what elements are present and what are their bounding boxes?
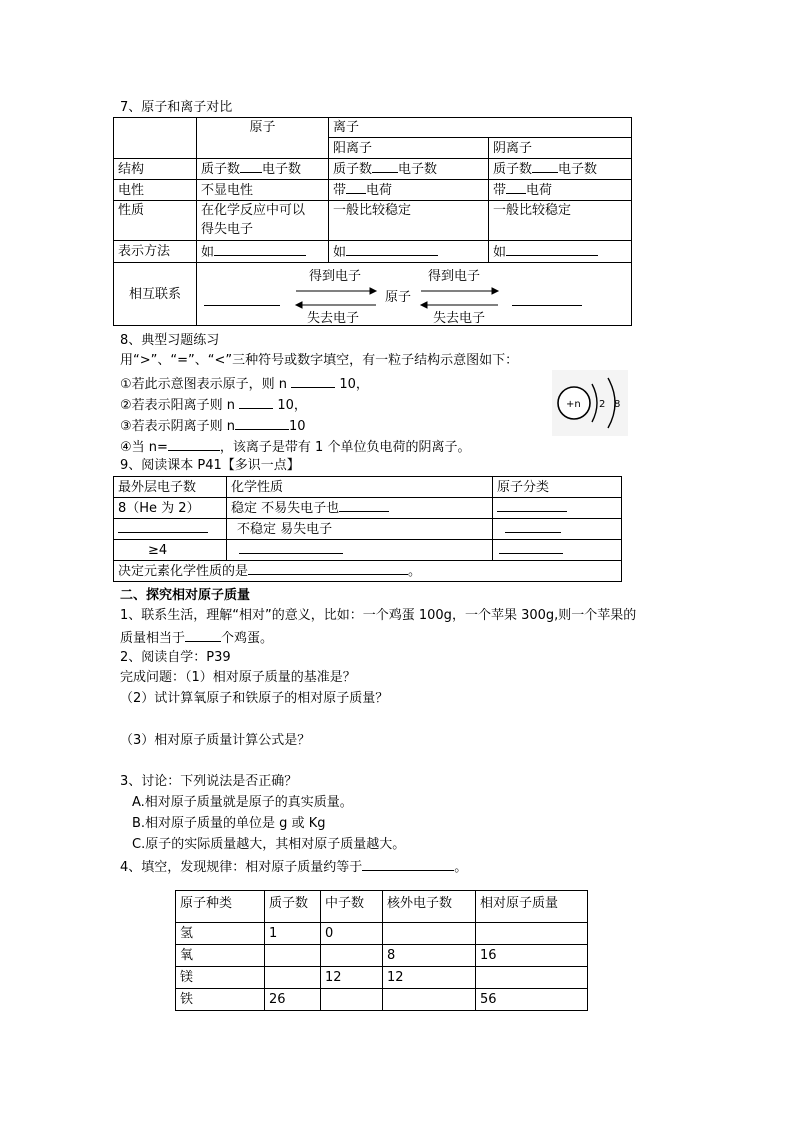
row3-property [227, 540, 493, 561]
table-cell: 1 [265, 923, 321, 945]
col-ion: 离子 [329, 118, 632, 138]
row3-outer-electrons: ≥4 [114, 540, 227, 561]
table-cell [476, 967, 588, 989]
section2-p2-q3: （3）相对原子质量计算公式是？ [120, 733, 311, 748]
section2-p4: 4、填空，发现规律：相对原子质量约等于 。 [120, 857, 467, 877]
row-label-charge: 电性 [114, 180, 197, 201]
section2-p2-q2: （2）试计算氧原子和铁原子的相对原子质量？ [120, 691, 389, 706]
nucleus-label: +n [566, 399, 581, 410]
blank[interactable] [185, 628, 221, 642]
lose-electron-label-2: 失去电子 [433, 311, 486, 326]
gain-electron-label-1: 得到电子 [309, 269, 362, 284]
q9-footer: 决定元素化学性质的是 。 [114, 561, 622, 582]
row-label-notation: 表示方法 [114, 241, 197, 263]
cation-charge: 带 电荷 [329, 180, 489, 201]
table-cell: 12 [383, 967, 476, 989]
blank[interactable] [499, 540, 563, 554]
header-atom-class: 原子分类 [493, 477, 622, 498]
section2-heading: 二、探究相对原子质量 [120, 588, 251, 603]
section2-p1-line1: 1、联系生活，理解“相对”的意义，比如：一个鸡蛋 100g，一个苹果 300g,则一个苹果的 [120, 608, 637, 623]
blank[interactable] [505, 519, 561, 533]
atom-notation: 如 [197, 241, 329, 263]
lose-electron-label-1: 失去电子 [307, 311, 360, 326]
blank[interactable] [339, 498, 389, 512]
table-cell [321, 989, 383, 1011]
anion-structure: 质子数 电子数 [489, 159, 632, 180]
blank[interactable] [118, 519, 208, 533]
header-atom-type: 原子种类 [176, 891, 265, 923]
col-atom: 原子 [197, 118, 329, 159]
header-neutrons: 中子数 [321, 891, 383, 923]
section2-p3-c: C.原子的实际质量越大，其相对原子质量越大。 [132, 837, 406, 852]
anion-notation: 如 [489, 241, 632, 263]
q8-item-3: ③若表示阴离子则 n 10 [120, 416, 306, 436]
q7-heading: 7、原子和离子对比 [120, 100, 233, 115]
table-cell: 8 [383, 945, 476, 967]
blank[interactable] [235, 416, 289, 430]
section2-p3-a: A.相对原子质量就是原子的真实质量。 [132, 795, 353, 810]
anion-property: 一般比较稳定 [489, 201, 632, 241]
row2-property: 不稳定 易失电子 [227, 519, 493, 540]
header-electrons: 核外电子数 [383, 891, 476, 923]
blank[interactable] [168, 437, 220, 451]
header-protons: 质子数 [265, 891, 321, 923]
table-cell [383, 923, 476, 945]
section2-p3-b: B.相对原子质量的单位是 g 或 Kg [132, 816, 326, 831]
blank[interactable] [362, 857, 454, 871]
table-cell [265, 945, 321, 967]
table-cell [265, 967, 321, 989]
table-cell: 镁 [176, 967, 265, 989]
table-cell: 氧 [176, 945, 265, 967]
header-outer-electrons: 最外层电子数 [114, 477, 227, 498]
section2-p3: 3、讨论：下列说法是否正确？ [120, 774, 298, 789]
col-cation: 阳离子 [329, 138, 489, 159]
cation-notation: 如 [329, 241, 489, 263]
shell-2-label: 8 [614, 399, 621, 410]
header-relative-mass: 相对原子质量 [476, 891, 588, 923]
header-chem-property: 化学性质 [227, 477, 493, 498]
row2-class [493, 519, 622, 540]
row3-class [493, 540, 622, 561]
gain-electron-label-2: 得到电子 [428, 269, 481, 284]
table-cell [476, 923, 588, 945]
row1-property: 稳定 不易失电子也 [227, 498, 493, 519]
row1-class [493, 498, 622, 519]
shell-1-label: 2 [599, 399, 606, 410]
table-cell: 0 [321, 923, 383, 945]
table-cell: 26 [265, 989, 321, 1011]
anion-charge: 带 电荷 [489, 180, 632, 201]
q8-heading: 8、典型习题练习 [120, 333, 220, 348]
atom-charge: 不显电性 [197, 180, 329, 201]
section2-p2: 2、阅读自学：P39 [120, 650, 231, 665]
row-label-relation: 相互联系 [114, 263, 197, 326]
q8-item-2: ②若表示阳离子则 n 10， [120, 395, 307, 415]
blank[interactable] [239, 395, 273, 409]
q8-item-4: ④当 n= ，该离子是带有 1 个单位负电荷的阴离子。 [120, 437, 470, 457]
atom-structure: 质子数 电子数 [197, 159, 329, 180]
section2-p1-line2: 质量相当于 个鸡蛋。 [120, 628, 273, 648]
row-label-structure: 结构 [114, 159, 197, 180]
center-atom-label: 原子 [385, 290, 412, 305]
q8-item-1: ①若此示意图表示原子，则 n 10， [120, 374, 369, 394]
blank[interactable] [291, 374, 335, 388]
table-cell: 16 [476, 945, 588, 967]
particle-structure-diagram [552, 370, 628, 436]
blank[interactable] [248, 561, 408, 575]
row-label-property: 性质 [114, 201, 197, 241]
row1-outer-electrons: 8（He 为 2） [114, 498, 227, 519]
section2-p2-q1: 完成问题：（1）相对原子质量的基准是？ [120, 670, 356, 685]
relative-mass-table [175, 890, 588, 1011]
table-cell [321, 945, 383, 967]
cation-property: 一般比较稳定 [329, 201, 489, 241]
row2-outer-electrons [114, 519, 227, 540]
atom-property: 在化学反应中可以 得失电子 [197, 201, 329, 241]
q9-heading: 9、阅读课本 P41【多识一点】 [120, 458, 300, 473]
cation-structure: 质子数 电子数 [329, 159, 489, 180]
table-cell: 12 [321, 967, 383, 989]
table-cell [383, 989, 476, 1011]
table-cell: 56 [476, 989, 588, 1011]
outer-electron-table [113, 476, 622, 582]
table-cell: 氢 [176, 923, 265, 945]
q8-intro: 用“>”、“=”、“<”三种符号或数字填空，有一粒子结构示意图如下： [120, 353, 519, 368]
col-anion: 阴离子 [489, 138, 632, 159]
table-cell: 铁 [176, 989, 265, 1011]
blank[interactable] [497, 498, 567, 512]
blank[interactable] [239, 540, 343, 554]
